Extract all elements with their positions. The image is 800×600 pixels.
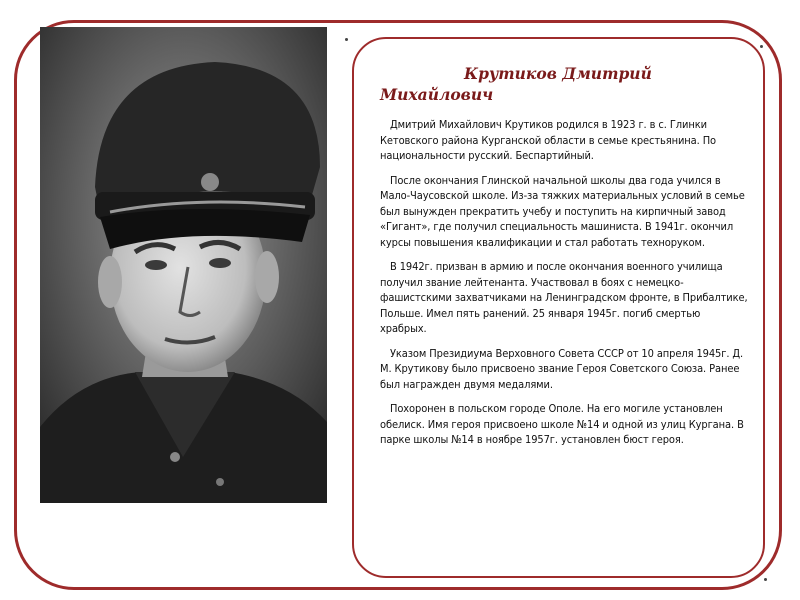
biography-paragraph-memorial: Похоронен в польском городе Ополе. На его могиле установлен обелиск. Имя героя присвоено школе №14 и одной из улиц Кургана. В парке школы №14 в ноябре 1957г. установлен бюст героя. — [380, 402, 744, 446]
biography-card — [352, 37, 765, 578]
biography-paragraph-birth: Дмитрий Михайлович Крутиков родился в 1923 г. в с. Глинки Кетовского района Курганской области в семье крестьянина. По национальности русский. Беспартийный. — [380, 118, 717, 162]
title-line-1: Крутиков Дмитрий — [464, 64, 652, 83]
biography-paragraph-award: Указом Президиума Верховного Совета СССР от 10 апреля 1945г. Д. М. Крутикову было присвоено звание Героя Советского Союза. Ранее был награжден двумя медалями. — [380, 346, 744, 391]
decor-dot — [760, 45, 763, 48]
hero-name-title — [380, 63, 749, 105]
biography-paragraph-service: В 1942г. призван в армию и после окончания военного училища получил звание лейтенанта. Участвовал в боях с немецко-фашистскими захватчиками на Ленинградском фронте, в Прибалтике, Польше. Имел пять ранений. 25 января 1945г. погиб смертью храбрых. — [380, 260, 748, 335]
title-line-2: Михайлович — [380, 85, 494, 104]
decor-dot — [764, 578, 767, 581]
decor-dot — [345, 38, 348, 41]
portrait-photo — [40, 27, 327, 503]
biography-paragraph-education: После окончания Глинской начальной школы два года учился в Мало-Чаусовской школе. Из-за тяжких материальных условий в семье был вынужден прекратить учебу и поступить на кирпичный завод «Гигант», где получил специальность машиниста. В 1941г. окончил курсы повышения квалификации и стал работать техноруком. — [380, 173, 745, 249]
